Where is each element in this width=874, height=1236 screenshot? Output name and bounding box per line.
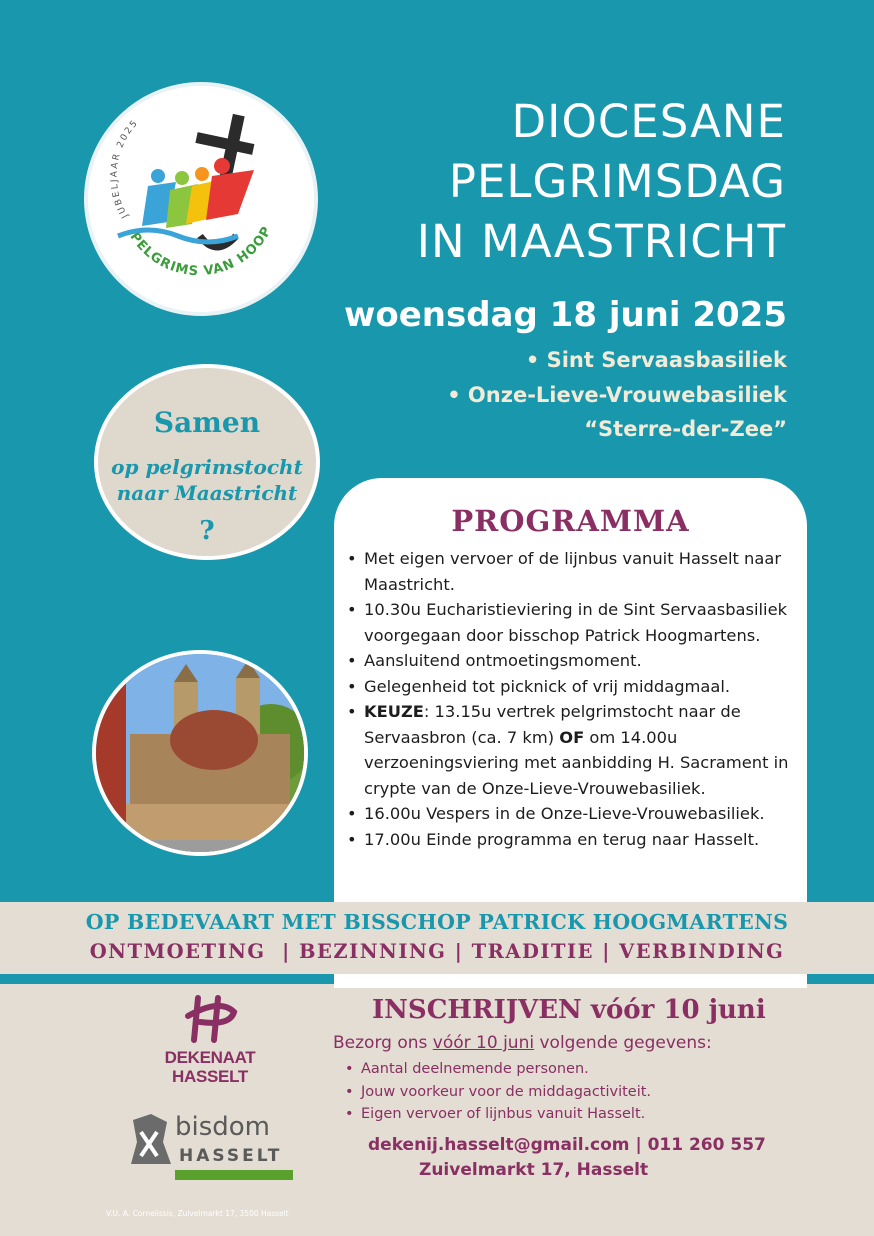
contact-address: Zuivelmarkt 17, Hasselt [419, 1160, 649, 1180]
list-item: • Eigen vervoer of lijnbus vanuit Hasselt. [345, 1103, 651, 1126]
list-item: • 16.00u Vespers in de Onze-Lieve-Vrouwebasiliek. [344, 801, 794, 827]
samen-subtitle: op pelgrimstocht naar Maastricht [111, 455, 303, 505]
samen-title: Samen [153, 406, 261, 439]
programma-list [344, 546, 794, 852]
jubilee-logo [88, 86, 314, 312]
motto-line-2: ONTMOETING | BEZINNING | TRADITIE | VERBINDING [89, 940, 785, 963]
programma-heading: PROGRAMMA [451, 504, 690, 538]
location-3: “Sterre-der-Zee” [584, 417, 787, 441]
contact-email-phone[interactable]: dekenij.hasselt@gmail.com | 011 260 557 [368, 1135, 766, 1155]
list-item: • Met eigen vervoer of de lijnbus vanuit Hasselt naar Maastricht. [344, 546, 794, 597]
dekenaat-cross-icon [160, 992, 260, 1044]
samen-circle [94, 364, 320, 560]
list-item: • Jouw voorkeur voor de middagactiviteit. [345, 1081, 651, 1104]
bisdom-green-bar [175, 1170, 293, 1180]
location-2: • Onze-Lieve-Vrouwebasiliek [447, 383, 787, 407]
event-date: woensdag 18 juni 2025 [343, 295, 787, 335]
registration-subtitle: Bezorg ons vóór 10 juni volgende gegevens: [333, 1033, 712, 1053]
page-title [316, 92, 786, 272]
list-item: • Aantal deelnemende personen. [345, 1058, 651, 1081]
dekenaat-logo: DEKENAAT HASSELT [160, 992, 260, 1086]
title-line-2: PELGRIMSDAG [448, 155, 786, 208]
list-item: • Aansluitend ontmoetingsmoment. [344, 648, 794, 674]
question-mark: ? [199, 516, 215, 546]
bisdom-emblem-icon [127, 1112, 175, 1166]
list-item: • Gelegenheid tot picknick of vrij middagmaal. [344, 674, 794, 700]
title-line-3: IN MAASTRICHT [416, 215, 786, 268]
basilica-photo [92, 650, 308, 856]
svg-text:PELGRIMS VAN HOOP: PELGRIMS VAN HOOP [126, 223, 275, 280]
publisher-note: V.U. A. Cornelissis, Zuivelmarkt 17, 3500 Hasselt [106, 1209, 289, 1218]
location-1: • Sint Servaasbasiliek [525, 348, 787, 372]
divider [334, 974, 807, 984]
list-item: • 17.00u Einde programma en terug naar Hasselt. [344, 827, 794, 853]
motto-band [0, 902, 874, 974]
list-item-keuze: • KEUZE: 13.15u vertrek pelgrimstocht naar de Servaasbron (ca. 7 km) OF om 14.00u verzoeningsviering met aanbidding H. Sacrament in crypte van de Onze-Lieve-Vrouwebasiliek. [344, 699, 794, 801]
registration-title: INSCHRIJVEN vóór 10 juni [372, 995, 766, 1025]
motto-line-1: OP BEDEVAART MET BISSCHOP PATRICK HOOGMARTENS [85, 910, 789, 934]
svg-text:JUBELJAAR 2025: JUBELJAAR 2025 [109, 117, 141, 220]
registration-list [345, 1058, 651, 1126]
title-line-1: DIOCESANE [511, 95, 786, 148]
list-item: • 10.30u Eucharistieviering in de Sint Servaasbasiliek voorgegaan door bisschop Patrick Hoogmartens. [344, 597, 794, 648]
bisdom-logo: bisdom HASSELT [127, 1112, 175, 1170]
pilgrims-cross-anchor-icon [88, 86, 314, 312]
